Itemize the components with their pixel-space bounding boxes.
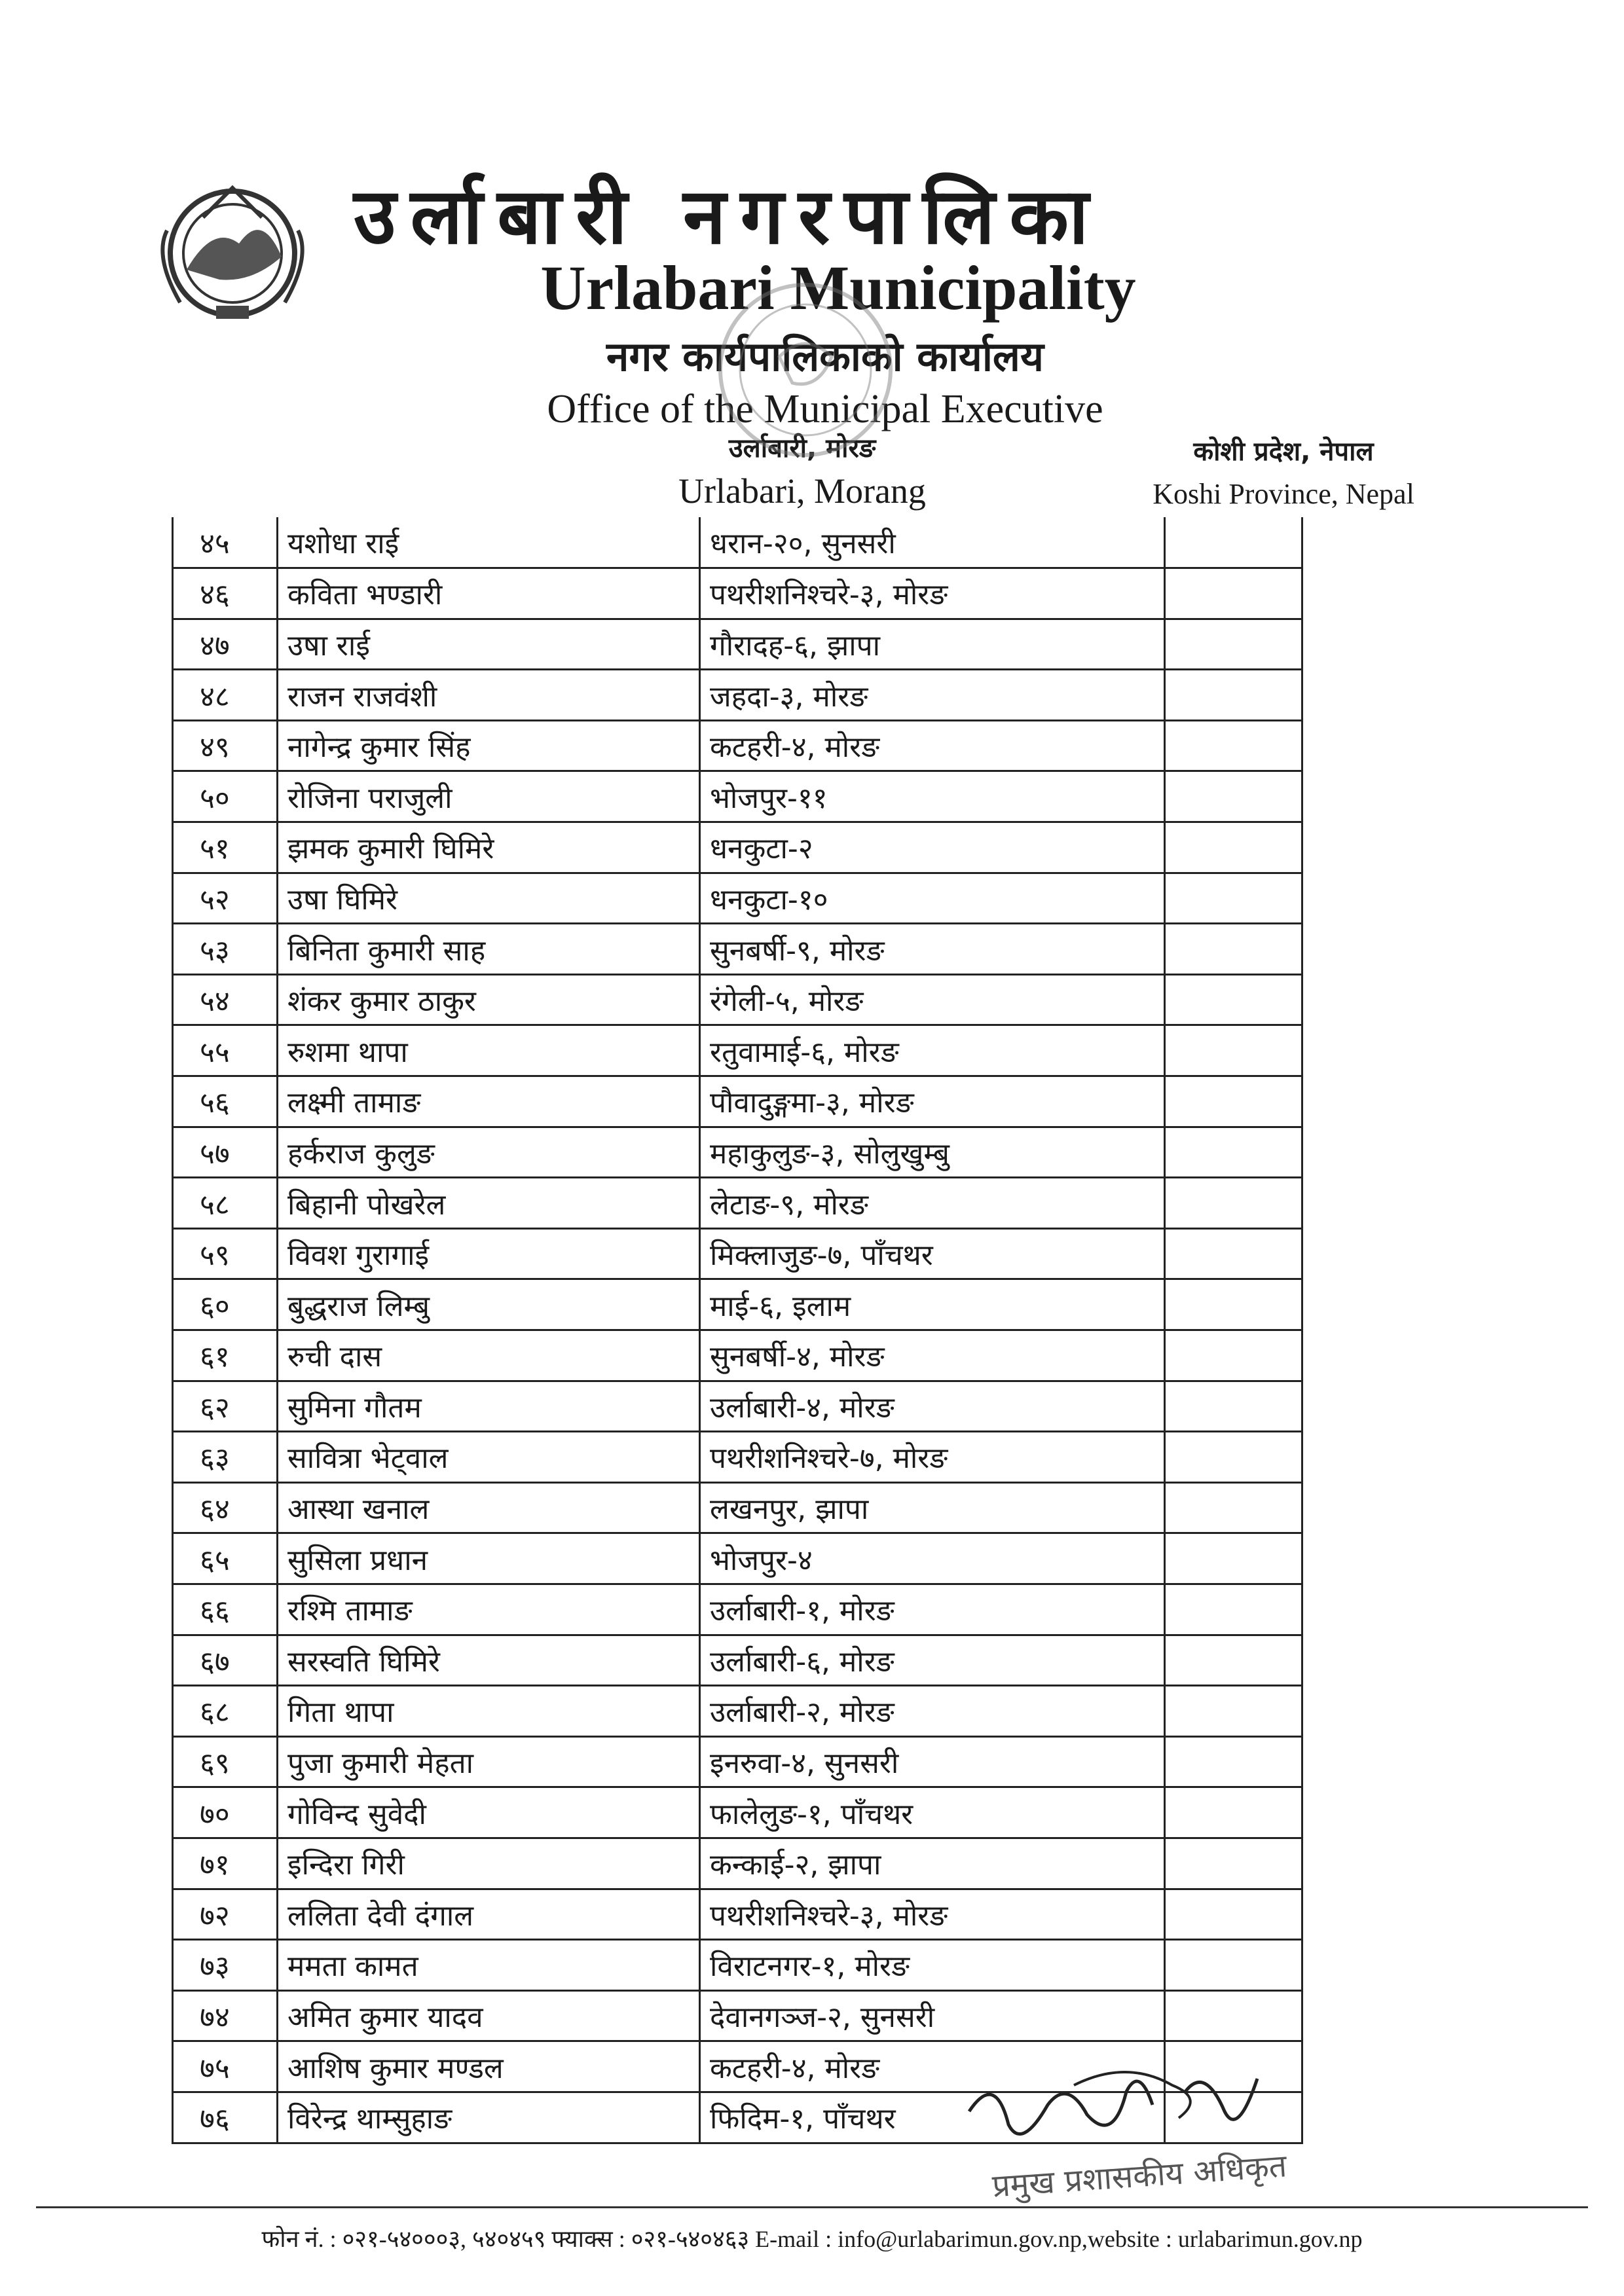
address-cell: पथरीशनिश्चरे-३, मोरङ bbox=[700, 1889, 1165, 1940]
serial-number-cell: ६३ bbox=[173, 1432, 278, 1483]
table-row bbox=[173, 568, 1302, 619]
address-cell: पौवादुङ्गमा-३, मोरङ bbox=[700, 1076, 1165, 1127]
name-cell: आशिष कुमार मण्डल bbox=[278, 2041, 700, 2092]
serial-number-cell: ४६ bbox=[173, 568, 278, 619]
signature-cell bbox=[1165, 670, 1302, 721]
table-row bbox=[173, 1178, 1302, 1229]
name-cell: यशोधा राई bbox=[278, 517, 700, 568]
signature-cell bbox=[1165, 1990, 1302, 2041]
office-title-english: Office of the Municipal Executive bbox=[547, 387, 1103, 431]
serial-number-cell: ५६ bbox=[173, 1076, 278, 1127]
name-cell: बिनिता कुमारी साह bbox=[278, 924, 700, 975]
serial-number-cell: ५७ bbox=[173, 1127, 278, 1178]
table-row bbox=[173, 1990, 1302, 2041]
signature-cell bbox=[1165, 974, 1302, 1025]
signature-cell bbox=[1165, 1127, 1302, 1178]
table-row bbox=[173, 619, 1302, 670]
address-cell: उर्लाबारी-४, मोरङ bbox=[700, 1381, 1165, 1432]
name-cell: रश्मि तामाङ bbox=[278, 1584, 700, 1635]
table-row bbox=[173, 822, 1302, 873]
name-cell: लक्ष्मी तामाङ bbox=[278, 1076, 700, 1127]
address-cell: मिक्लाजुङ-७, पाँचथर bbox=[700, 1228, 1165, 1279]
name-cell: आस्था खनाल bbox=[278, 1482, 700, 1533]
serial-number-cell: ४७ bbox=[173, 619, 278, 670]
serial-number-cell: ६७ bbox=[173, 1635, 278, 1686]
name-cell: सावित्रा भेट्वाल bbox=[278, 1432, 700, 1483]
address-cell: फालेलुङ-१, पाँचथर bbox=[700, 1787, 1165, 1838]
name-cell: रुशमा थापा bbox=[278, 1025, 700, 1076]
signature-cell bbox=[1165, 517, 1302, 568]
address-cell: सुनबर्षी-९, मोरङ bbox=[700, 924, 1165, 975]
signature-cell bbox=[1165, 1330, 1302, 1381]
serial-number-cell: ५५ bbox=[173, 1025, 278, 1076]
address-cell: उर्लाबारी-२, मोरङ bbox=[700, 1686, 1165, 1737]
address-cell: लेटाङ-९, मोरङ bbox=[700, 1178, 1165, 1229]
signature-cell bbox=[1165, 1533, 1302, 1584]
table-row bbox=[173, 1076, 1302, 1127]
name-cell: ललिता देवी दंगाल bbox=[278, 1889, 700, 1940]
address-cell: इनरुवा-४, सुनसरी bbox=[700, 1736, 1165, 1787]
address-cell: कटहरी-४, मोरङ bbox=[700, 2041, 1165, 2092]
table-row bbox=[173, 1533, 1302, 1584]
signature-cell bbox=[1165, 873, 1302, 924]
address-english: Urlabari, Morang bbox=[678, 471, 926, 511]
signature-cell bbox=[1165, 619, 1302, 670]
province-english: Koshi Province, Nepal bbox=[1153, 478, 1414, 510]
serial-number-cell: ७२ bbox=[173, 1889, 278, 1940]
signature-cell bbox=[1165, 1838, 1302, 1889]
serial-number-cell: ६६ bbox=[173, 1584, 278, 1635]
table-row bbox=[173, 924, 1302, 975]
signature-cell bbox=[1165, 1482, 1302, 1533]
table-row bbox=[173, 974, 1302, 1025]
serial-number-cell: ७४ bbox=[173, 1990, 278, 2041]
footer-contact: फोन नं. : ०२१-५४०००३, ५४०४५९ फ्याक्स : ०२१-५४०४६३ E-mail : info@urlabarimun.gov.np,website : urlabarimun.gov.np bbox=[261, 2226, 1363, 2252]
serial-number-cell: ५१ bbox=[173, 822, 278, 873]
address-cell: धनकुटा-१० bbox=[700, 873, 1165, 924]
address-cell: पथरीशनिश्चरे-३, मोरङ bbox=[700, 568, 1165, 619]
serial-number-cell: ६२ bbox=[173, 1381, 278, 1432]
address-cell: कन्काई-२, झापा bbox=[700, 1838, 1165, 1889]
signature-cell bbox=[1165, 720, 1302, 771]
name-cell: बिहानी पोखरेल bbox=[278, 1178, 700, 1229]
table-row bbox=[173, 1736, 1302, 1787]
table-row bbox=[173, 1381, 1302, 1432]
signature-cell bbox=[1165, 1635, 1302, 1686]
name-cell: राजन राजवंशी bbox=[278, 670, 700, 721]
signature-cell bbox=[1165, 1940, 1302, 1991]
name-cell: इन्दिरा गिरी bbox=[278, 1838, 700, 1889]
name-cell: हर्कराज कुलुङ bbox=[278, 1127, 700, 1178]
address-cell: रतुवामाई-६, मोरङ bbox=[700, 1025, 1165, 1076]
table-row bbox=[173, 1432, 1302, 1483]
serial-number-cell: ७५ bbox=[173, 2041, 278, 2092]
signature-cell bbox=[1165, 1889, 1302, 1940]
serial-number-cell: ५३ bbox=[173, 924, 278, 975]
table-row bbox=[173, 873, 1302, 924]
serial-number-cell: ६० bbox=[173, 1279, 278, 1330]
name-cell: उषा घिमिरे bbox=[278, 873, 700, 924]
address-cell: कटहरी-४, मोरङ bbox=[700, 720, 1165, 771]
signature-cell bbox=[1165, 1584, 1302, 1635]
signature-cell bbox=[1165, 1432, 1302, 1483]
signature-cell bbox=[1165, 1025, 1302, 1076]
name-cell: झमक कुमारी घिमिरे bbox=[278, 822, 700, 873]
signature-cell bbox=[1165, 1787, 1302, 1838]
table-row bbox=[173, 1838, 1302, 1889]
serial-number-cell: ५२ bbox=[173, 873, 278, 924]
name-cell: शंकर कुमार ठाकुर bbox=[278, 974, 700, 1025]
address-cell: विराटनगर-१, मोरङ bbox=[700, 1940, 1165, 1991]
serial-number-cell: ७३ bbox=[173, 1940, 278, 1991]
province-nepali: कोशी प्रदेश, नेपाल bbox=[1193, 437, 1374, 467]
name-cell: विरेन्द्र थाम्सुहाङ bbox=[278, 2092, 700, 2143]
office-title-nepali: नगर कार्यपालिकाको कार्यालय bbox=[606, 333, 1044, 380]
table-row bbox=[173, 517, 1302, 568]
name-cell: गिता थापा bbox=[278, 1686, 700, 1737]
address-cell: धरान-२०, सुनसरी bbox=[700, 517, 1165, 568]
name-cell: अमित कुमार यादव bbox=[278, 1990, 700, 2041]
address-cell: जहदा-३, मोरङ bbox=[700, 670, 1165, 721]
serial-number-cell: ६८ bbox=[173, 1686, 278, 1737]
signature-cell bbox=[1165, 568, 1302, 619]
signature-cell bbox=[1165, 1178, 1302, 1229]
address-cell: माई-६, इलाम bbox=[700, 1279, 1165, 1330]
serial-number-cell: ६९ bbox=[173, 1736, 278, 1787]
name-cell: उषा राई bbox=[278, 619, 700, 670]
serial-number-cell: ७६ bbox=[173, 2092, 278, 2143]
name-cell: विवश गुरागाई bbox=[278, 1228, 700, 1279]
table-row bbox=[173, 1889, 1302, 1940]
table-row bbox=[173, 1127, 1302, 1178]
address-cell: उर्लाबारी-१, मोरङ bbox=[700, 1584, 1165, 1635]
serial-number-cell: ६१ bbox=[173, 1330, 278, 1381]
name-cell: सरस्वति घिमिरे bbox=[278, 1635, 700, 1686]
signature-cell bbox=[1165, 771, 1302, 822]
table-row bbox=[173, 771, 1302, 822]
table-row bbox=[173, 1279, 1302, 1330]
name-cell: गोविन्द सुवेदी bbox=[278, 1787, 700, 1838]
table-row bbox=[173, 1025, 1302, 1076]
table-row bbox=[173, 1482, 1302, 1533]
serial-number-cell: ७० bbox=[173, 1787, 278, 1838]
serial-number-cell: ४५ bbox=[173, 517, 278, 568]
municipality-title-nepali: उर्लाबारी नगरपालिका bbox=[354, 171, 1103, 261]
address-cell: गौरादह-६, झापा bbox=[700, 619, 1165, 670]
signature-cell bbox=[1165, 1076, 1302, 1127]
footer-divider bbox=[36, 2206, 1588, 2208]
signature-cell bbox=[1165, 1228, 1302, 1279]
table-row bbox=[173, 1228, 1302, 1279]
signature-cell bbox=[1165, 822, 1302, 873]
municipality-title-english: Urlabari Municipality bbox=[540, 253, 1136, 323]
serial-number-cell: ६५ bbox=[173, 1533, 278, 1584]
serial-number-cell: ५८ bbox=[173, 1178, 278, 1229]
serial-number-cell: ६४ bbox=[173, 1482, 278, 1533]
name-cell: कविता भण्डारी bbox=[278, 568, 700, 619]
address-cell: भोजपुर-११ bbox=[700, 771, 1165, 822]
address-cell: महाकुलुङ-३, सोलुखुम्बु bbox=[700, 1127, 1165, 1178]
address-cell: धनकुटा-२ bbox=[700, 822, 1165, 873]
signature-cell bbox=[1165, 1381, 1302, 1432]
address-cell: भोजपुर-४ bbox=[700, 1533, 1165, 1584]
table-row bbox=[173, 720, 1302, 771]
serial-number-cell: ५९ bbox=[173, 1228, 278, 1279]
signature-cell bbox=[1165, 1279, 1302, 1330]
signatory-title: प्रमुख प्रशासकीय अधिकृत bbox=[991, 2147, 1288, 2205]
name-cell: पुजा कुमारी मेहता bbox=[278, 1736, 700, 1787]
name-cell: रुची दास bbox=[278, 1330, 700, 1381]
address-cell: उर्लाबारी-६, मोरङ bbox=[700, 1635, 1165, 1686]
serial-number-cell: ७१ bbox=[173, 1838, 278, 1889]
address-cell: लखनपुर, झापा bbox=[700, 1482, 1165, 1533]
serial-number-cell: ५४ bbox=[173, 974, 278, 1025]
office-stamp-icon bbox=[707, 259, 904, 481]
table-row bbox=[173, 1635, 1302, 1686]
address-cell: फिदिम-१, पाँचथर bbox=[700, 2092, 1165, 2143]
table-row bbox=[173, 1686, 1302, 1737]
signature-cell bbox=[1165, 1736, 1302, 1787]
serial-number-cell: ५० bbox=[173, 771, 278, 822]
name-cell: ममता कामत bbox=[278, 1940, 700, 1991]
table-row bbox=[173, 1330, 1302, 1381]
table-row bbox=[173, 1940, 1302, 1991]
address-cell: सुनबर्षी-४, मोरङ bbox=[700, 1330, 1165, 1381]
name-cell: बुद्धराज लिम्बु bbox=[278, 1279, 700, 1330]
address-cell: रंगेली-५, मोरङ bbox=[700, 974, 1165, 1025]
signature-cell bbox=[1165, 924, 1302, 975]
name-cell: सुसिला प्रधान bbox=[278, 1533, 700, 1584]
table-row bbox=[173, 670, 1302, 721]
name-cell: नागेन्द्र कुमार सिंह bbox=[278, 720, 700, 771]
recipient-list-table bbox=[172, 517, 1303, 2144]
name-cell: सुमिना गौतम bbox=[278, 1381, 700, 1432]
table-row bbox=[173, 1787, 1302, 1838]
address-cell: देवानगञ्ज-२, सुनसरी bbox=[700, 1990, 1165, 2041]
serial-number-cell: ४९ bbox=[173, 720, 278, 771]
serial-number-cell: ४८ bbox=[173, 670, 278, 721]
address-cell: पथरीशनिश्चरे-७, मोरङ bbox=[700, 1432, 1165, 1483]
signature-cell bbox=[1165, 1686, 1302, 1737]
table-row bbox=[173, 1584, 1302, 1635]
name-cell: रोजिना पराजुली bbox=[278, 771, 700, 822]
address-nepali: उर्लाबारी, मोरङ bbox=[728, 433, 876, 464]
